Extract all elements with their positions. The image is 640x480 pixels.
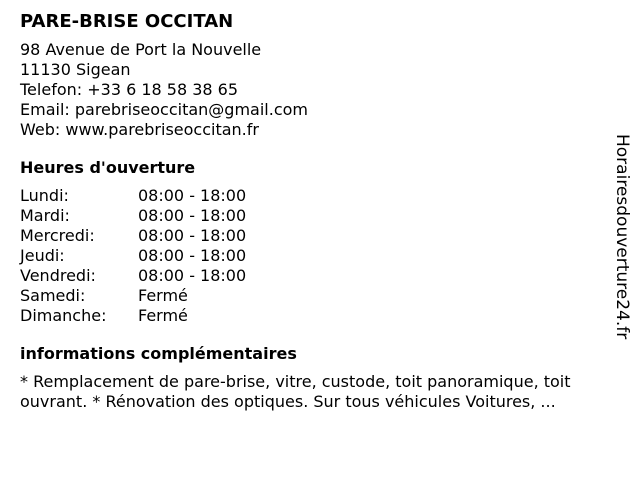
day-time: Fermé — [138, 306, 188, 325]
hours-row-saturday — [20, 286, 246, 306]
day-time: 08:00 - 18:00 — [138, 246, 247, 265]
hours-row-tuesday — [20, 206, 246, 226]
day-time: 08:00 - 18:00 — [138, 226, 247, 245]
day-time: 08:00 - 18:00 — [138, 186, 247, 205]
business-name: PARE-BRISE OCCITAN — [20, 11, 234, 32]
web-line: Web: www.parebriseoccitan.fr — [20, 120, 259, 139]
hours-row-wednesday — [20, 226, 246, 246]
hours-row-monday — [20, 186, 246, 206]
business-card — [20, 10, 620, 412]
day-time: 08:00 - 18:00 — [138, 266, 247, 285]
day-label: Mardi: — [20, 206, 70, 225]
day-time: Fermé — [138, 286, 188, 305]
day-label: Mercredi: — [20, 226, 95, 245]
additional-info-title: informations complémentaires — [20, 344, 297, 363]
opening-hours-title: Heures d'ouverture — [20, 158, 196, 177]
address-line-1: 98 Avenue de Port la Nouvelle — [20, 40, 262, 59]
address-line-2: 11130 Sigean — [20, 60, 131, 79]
phone-line: Telefon: +33 6 18 58 38 65 — [20, 80, 239, 99]
hours-row-friday — [20, 266, 246, 286]
opening-hours-table — [20, 186, 246, 326]
email-line: Email: parebriseoccitan@gmail.com — [20, 100, 308, 119]
hours-row-thursday — [20, 246, 246, 266]
additional-info-text: * Remplacement de pare-brise, vitre, custode, toit panoramique, toit ouvrant. * Rénovation des optiques. Sur tous véhicules Voitures, ... — [20, 372, 571, 411]
hours-row-sunday — [20, 306, 246, 326]
site-watermark: Horairesdouverture24.fr — [612, 134, 632, 340]
day-label: Samedi: — [20, 286, 86, 305]
day-label: Vendredi: — [20, 266, 96, 285]
day-label: Lundi: — [20, 186, 69, 205]
day-time: 08:00 - 18:00 — [138, 206, 247, 225]
day-label: Dimanche: — [20, 306, 107, 325]
day-label: Jeudi: — [20, 246, 65, 265]
